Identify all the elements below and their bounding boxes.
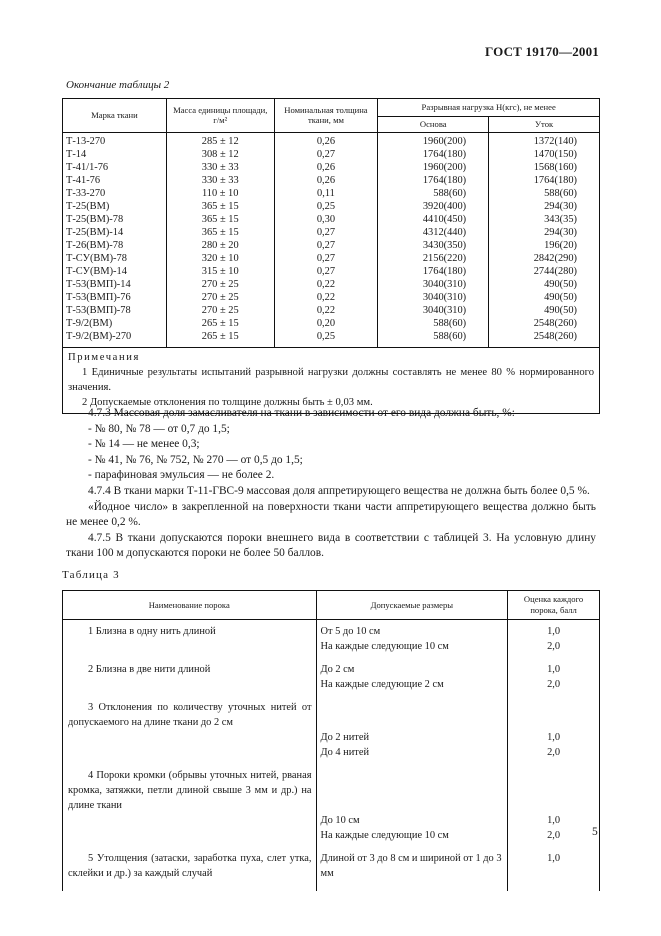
cell-warp: 4410(450) — [378, 214, 489, 227]
cell-brand: Т-13-270 — [63, 133, 167, 150]
cell-defect-name — [63, 764, 317, 847]
cell-mass: 285 ± 12 — [166, 133, 274, 150]
cell-brand: Т-26(ВМ)-78 — [63, 240, 167, 253]
cell-weft: 343(35) — [489, 214, 600, 227]
table-row — [63, 305, 600, 318]
size-line: Длиной от 3 до 8 см и шириной от 1 до 3 мм — [320, 853, 502, 880]
size-line: На каждые следующие 2 см — [320, 679, 444, 691]
cell-warp: 3430(350) — [378, 240, 489, 253]
cell-weft: 490(50) — [489, 279, 600, 292]
cell-score — [508, 658, 600, 696]
cell-warp: 588(60) — [378, 331, 489, 348]
cell-brand: Т-53(ВМП)-76 — [63, 292, 167, 305]
cell-weft: 2842(290) — [489, 253, 600, 266]
table-row — [63, 292, 600, 305]
list-item: - № 41, № 76, № 752, № 270 — от 0,5 до 1,5; — [88, 453, 303, 466]
cell-weft: 490(50) — [489, 292, 600, 305]
cell-thickness: 0,11 — [274, 188, 378, 201]
table-row — [63, 266, 600, 279]
cell-defect-name — [63, 658, 317, 696]
score-line: 1,0 — [547, 815, 561, 827]
cell-weft: 1372(140) — [489, 133, 600, 150]
cell-thickness: 0,26 — [274, 162, 378, 175]
cell-brand: Т-25(ВМ) — [63, 201, 167, 214]
cell-brand: Т-9/2(ВМ) — [63, 318, 167, 331]
col-header-brand: Марка ткани — [63, 99, 167, 133]
cell-mass: 280 ± 20 — [166, 240, 274, 253]
table-row — [63, 162, 600, 175]
cell-warp: 1960(200) — [378, 162, 489, 175]
cell-brand: Т-53(ВМП)-78 — [63, 305, 167, 318]
col-header-load: Разрывная нагрузка Н(кгс), не менее — [378, 99, 600, 117]
table-row — [63, 847, 600, 891]
cell-thickness: 0,27 — [274, 253, 378, 266]
cell-weft: 1470(150) — [489, 149, 600, 162]
cell-thickness: 0,20 — [274, 318, 378, 331]
cell-mass: 365 ± 15 — [166, 201, 274, 214]
table-row — [63, 227, 600, 240]
cell-thickness: 0,22 — [274, 279, 378, 292]
cell-mass: 315 ± 10 — [166, 266, 274, 279]
score-line: 1,0 — [547, 626, 561, 638]
cell-warp: 3040(310) — [378, 305, 489, 318]
cell-mass: 265 ± 15 — [166, 331, 274, 348]
cell-score — [508, 620, 600, 659]
cell-score — [508, 764, 600, 847]
notes-title: Примечания — [68, 352, 140, 363]
table-row — [63, 331, 600, 348]
col-header-mass: Масса единицы площади, г/м² — [166, 99, 274, 133]
table-2 — [62, 98, 600, 414]
cell-weft: 294(30) — [489, 227, 600, 240]
col-header-allowed-size: Допускаемые размеры — [316, 591, 508, 620]
score-line: 2,0 — [547, 679, 561, 691]
table-row — [63, 149, 600, 162]
cell-brand: Т-25(ВМ)-14 — [63, 227, 167, 240]
table-row — [63, 214, 600, 227]
paragraph-iodine-number: «Йодное число» в закрепленной на поверхности ткани части аппретирующего вещества должно быть не менее 0,2 %. — [66, 500, 596, 529]
cell-defect-name — [63, 620, 317, 659]
cell-warp: 3920(400) — [378, 201, 489, 214]
cell-thickness: 0,25 — [274, 331, 378, 348]
size-line: До 10 см — [320, 815, 360, 827]
cell-brand: Т-53(ВМП)-14 — [63, 279, 167, 292]
cell-thickness: 0,22 — [274, 305, 378, 318]
size-line: До 2 нитей — [320, 732, 370, 744]
score-line: 2,0 — [547, 747, 561, 759]
defect-name-text: 5 Утолщения (затаски, заработка пуха, слет утка, склейки и др.) за каждый случай — [68, 853, 312, 880]
col-header-thickness: Номинальная толщина ткани, мм — [274, 99, 378, 133]
cell-thickness: 0,27 — [274, 240, 378, 253]
table-3 — [62, 590, 600, 891]
score-line: 2,0 — [547, 830, 561, 842]
cell-warp: 2156(220) — [378, 253, 489, 266]
size-line: До 2 см — [320, 664, 355, 676]
cell-allowed-size — [316, 620, 508, 659]
cell-defect-name — [63, 847, 317, 891]
cell-weft: 294(30) — [489, 201, 600, 214]
score-line: 2,0 — [547, 641, 561, 653]
list-item: - парафиновая эмульсия — не более 2. — [88, 469, 275, 482]
cell-thickness: 0,27 — [274, 149, 378, 162]
defect-name-text: 1 Близна в одну нить длиной — [88, 626, 216, 638]
table2-caption: Окончание таблицы 2 — [66, 79, 170, 91]
cell-weft: 196(20) — [489, 240, 600, 253]
cell-weft: 2744(280) — [489, 266, 600, 279]
cell-brand: Т-14 — [63, 149, 167, 162]
table-row — [63, 658, 600, 696]
cell-warp: 4312(440) — [378, 227, 489, 240]
paragraph-4-7-4: 4.7.4 В ткани марки Т-11-ГВС-9 массовая доля аппретирующего вещества не должна быть более 0,5 %. — [88, 484, 590, 497]
body-text — [66, 406, 596, 562]
score-line: 1,0 — [547, 732, 561, 744]
table2-notes — [63, 348, 600, 414]
cell-brand: Т-33-270 — [63, 188, 167, 201]
table-row — [63, 175, 600, 188]
cell-warp: 1960(200) — [378, 133, 489, 150]
cell-thickness: 0,30 — [274, 214, 378, 227]
cell-mass: 265 ± 15 — [166, 318, 274, 331]
table-row — [63, 133, 600, 150]
cell-brand: Т-41-76 — [63, 175, 167, 188]
size-line: До 4 нитей — [320, 747, 370, 759]
col-header-defect-name: Наименование порока — [63, 591, 317, 620]
cell-mass: 330 ± 33 — [166, 175, 274, 188]
paragraph-4-7-5: 4.7.5 В ткани допускаются пороки внешнего вида в соответствии с таблицей 3. На условную длину ткани 100 м допускаются пороки не более 50 баллов. — [66, 531, 596, 560]
cell-weft: 1568(160) — [489, 162, 600, 175]
cell-thickness: 0,22 — [274, 292, 378, 305]
table-row — [63, 253, 600, 266]
cell-mass: 270 ± 25 — [166, 279, 274, 292]
cell-thickness: 0,25 — [274, 201, 378, 214]
cell-score — [508, 696, 600, 764]
cell-allowed-size — [316, 847, 508, 891]
cell-warp: 588(60) — [378, 188, 489, 201]
table-row — [63, 318, 600, 331]
cell-thickness: 0,26 — [274, 175, 378, 188]
size-line: От 5 до 10 см — [320, 626, 381, 638]
col-header-score: Оценка каждого порока, балл — [508, 591, 600, 620]
cell-mass: 320 ± 10 — [166, 253, 274, 266]
cell-warp: 3040(310) — [378, 279, 489, 292]
table-row — [63, 240, 600, 253]
cell-warp: 1764(180) — [378, 149, 489, 162]
defect-name-text: 3 Отклонения по количеству уточных нитей от допускаемого на длине ткани до 2 см — [68, 702, 312, 729]
cell-defect-name — [63, 696, 317, 764]
cell-warp: 1764(180) — [378, 175, 489, 188]
page-number: 5 — [592, 826, 598, 838]
table-row — [63, 201, 600, 214]
table-row — [63, 696, 600, 764]
table-row — [63, 764, 600, 847]
standard-header: ГОСТ 19170—2001 — [484, 44, 599, 59]
cell-thickness: 0,26 — [274, 133, 378, 150]
cell-brand: Т-9/2(ВМ)-270 — [63, 331, 167, 348]
cell-weft: 2548(260) — [489, 331, 600, 348]
cell-weft: 2548(260) — [489, 318, 600, 331]
cell-mass: 270 ± 25 — [166, 292, 274, 305]
table-row — [63, 279, 600, 292]
cell-allowed-size — [316, 696, 508, 764]
cell-allowed-size — [316, 764, 508, 847]
cell-weft: 588(60) — [489, 188, 600, 201]
cell-brand: Т-СУ(ВМ)-14 — [63, 266, 167, 279]
cell-brand: Т-41/1-76 — [63, 162, 167, 175]
note-2: 2 Допускаемые отклонения по толщине должны быть ± 0,03 мм. — [82, 397, 373, 408]
cell-score — [508, 847, 600, 891]
cell-thickness: 0,27 — [274, 266, 378, 279]
cell-mass: 365 ± 15 — [166, 227, 274, 240]
table3-caption: Таблица 3 — [62, 569, 120, 581]
cell-warp: 588(60) — [378, 318, 489, 331]
score-line: 1,0 — [547, 853, 561, 865]
list-item: - № 80, № 78 — от 0,7 до 1,5; — [88, 422, 230, 435]
cell-mass: 365 ± 15 — [166, 214, 274, 227]
cell-mass: 308 ± 12 — [166, 149, 274, 162]
cell-brand: Т-СУ(ВМ)-78 — [63, 253, 167, 266]
cell-thickness: 0,27 — [274, 227, 378, 240]
col-header-warp: Основа — [378, 117, 489, 133]
cell-warp: 1764(180) — [378, 266, 489, 279]
table-row — [63, 620, 600, 659]
cell-weft: 490(50) — [489, 305, 600, 318]
defect-name-text: 4 Пороки кромки (обрывы уточных нитей, рваная кромка, затяжки, петли длиной свыше 3 мм и др.) на длине ткани — [68, 770, 312, 812]
col-header-weft: Уток — [489, 117, 600, 133]
score-line: 1,0 — [547, 664, 561, 676]
table-row — [63, 188, 600, 201]
defect-name-text: 2 Близна в две нити длиной — [88, 664, 211, 676]
cell-mass: 110 ± 10 — [166, 188, 274, 201]
paragraph-4-7-3: 4.7.3 Массовая доля замасливателя на ткани в зависимости от его вида должна быть, %: — [88, 407, 515, 419]
note-1: 1 Единичные результаты испытаний разрывной нагрузки должны составлять не менее 80 % нормированного значения. — [68, 367, 594, 393]
cell-mass: 270 ± 25 — [166, 305, 274, 318]
size-line: На каждые следующие 10 см — [320, 641, 449, 653]
cell-brand: Т-25(ВМ)-78 — [63, 214, 167, 227]
list-item: - № 14 — не менее 0,3; — [88, 438, 200, 451]
cell-warp: 3040(310) — [378, 292, 489, 305]
cell-weft: 1764(180) — [489, 175, 600, 188]
cell-allowed-size — [316, 658, 508, 696]
size-line: На каждые следующие 10 см — [320, 830, 449, 842]
cell-mass: 330 ± 33 — [166, 162, 274, 175]
